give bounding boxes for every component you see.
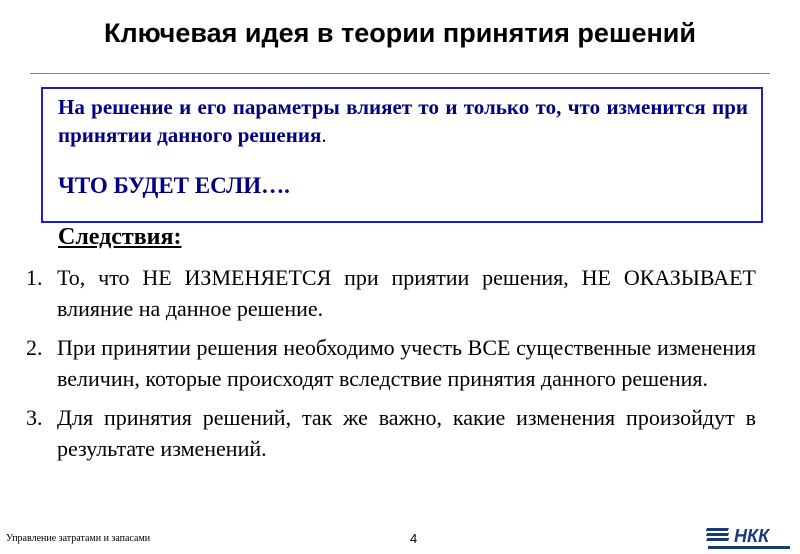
footer-course-title: Управление затратами и запасами — [6, 533, 151, 544]
nkk-logo — [706, 525, 792, 551]
list-item-number: 3. — [26, 405, 43, 430]
page-number: 4 — [410, 531, 418, 546]
key-idea-period: . — [321, 123, 327, 147]
consequences-heading: Следствия: — [58, 224, 182, 250]
logo-stripes-icon — [706, 528, 729, 541]
key-idea-statement: На решение и его параметры влияет то и только то, что изменится при принятии данного решения — [58, 95, 748, 147]
list-item-number: 1. — [26, 265, 43, 290]
list-item-text: То, что НЕ ИЗМЕНЯЕТСЯ при приятии решения, НЕ ОКАЗЫВАЕТ влияние на данное решение. — [57, 265, 756, 321]
list-item — [26, 262, 756, 324]
consequences-list — [26, 262, 756, 472]
logo-underline — [708, 546, 790, 549]
title-divider — [30, 73, 770, 74]
key-idea-text — [58, 93, 748, 149]
list-item-text: Для принятия решений, так же важно, какие изменения произойдут в результате изменений. — [57, 405, 756, 461]
list-item — [26, 332, 756, 394]
key-idea-box — [41, 87, 763, 223]
list-item-number: 2. — [26, 335, 43, 360]
list-item — [26, 402, 756, 464]
logo-text: НКК — [734, 526, 770, 546]
slide-title: Ключевая идея в теории принятия решений — [104, 18, 696, 48]
list-item-text: При принятии решения необходимо учесть ВСЕ существенные изменения величин, которые происходят вследствие принятия данного решения. — [57, 335, 756, 391]
key-idea-emphasis: ЧТО БУДЕТ ЕСЛИ…. — [58, 173, 290, 198]
